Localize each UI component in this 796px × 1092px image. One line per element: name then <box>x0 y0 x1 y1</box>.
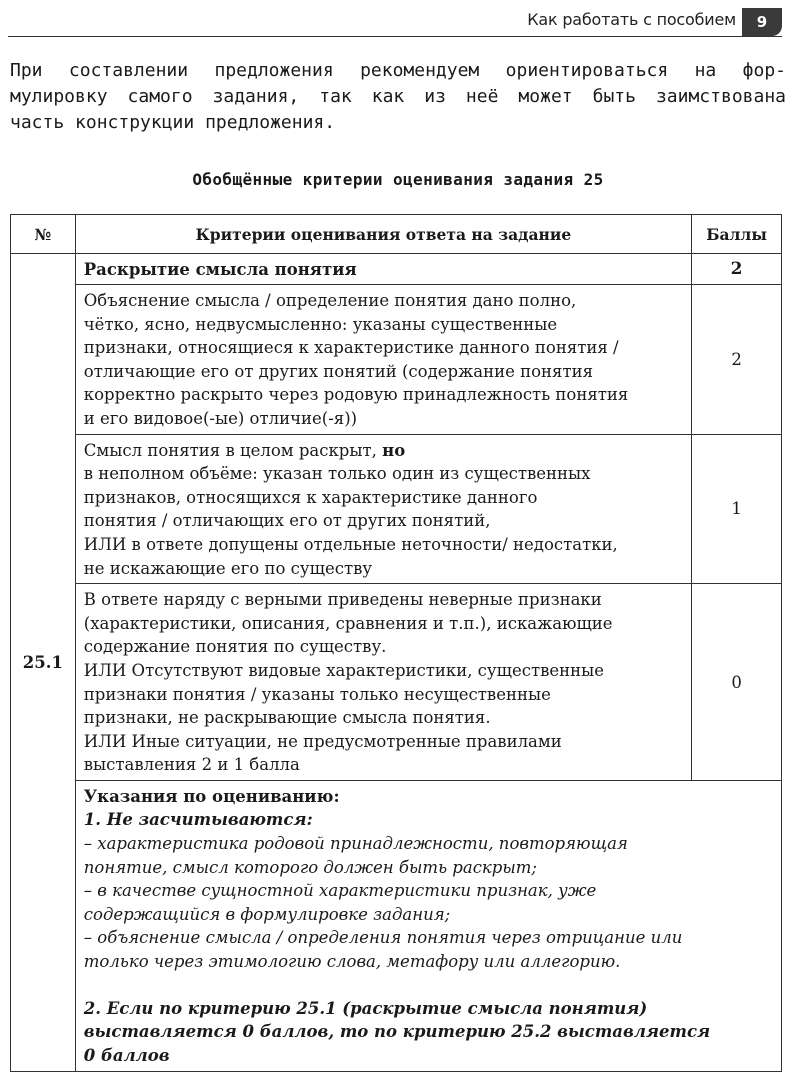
criterion-line: ИЛИ Отсутствуют видовые характеристики, существенные <box>83 660 605 680</box>
notes-spacer <box>84 974 773 997</box>
intro-line: При составлении предложения рекомендуем ориентироваться на фор- <box>10 60 786 81</box>
notes-line: 0 баллов <box>83 1045 170 1065</box>
criterion-line-start: Смысл понятия в целом раскрыт, <box>83 440 383 460</box>
criterion-line: признаков, относящихся к характеристике данного <box>83 487 538 507</box>
notes-heading: Указания по оцениванию: <box>83 786 340 806</box>
header-score: Баллы <box>692 215 782 254</box>
criterion-line: ИЛИ Иные ситуации, не предусмотренные правилами <box>83 731 562 751</box>
section-title: Раскрытие смысла понятия <box>75 254 691 285</box>
criterion-line: признаки, относящиеся к характеристике данного понятия / <box>83 338 619 358</box>
page-number-badge: 9 <box>742 8 782 36</box>
criterion-score: 2 <box>692 285 782 435</box>
intro-line: часть конструкции предложения. <box>10 112 336 133</box>
section-number: 25.1 <box>11 254 76 1072</box>
criterion-line: выставления 2 и 1 балла <box>83 755 300 775</box>
table-header-row <box>11 215 782 254</box>
intro-paragraph <box>10 58 786 136</box>
criterion-line: отличающие его от других понятий (содержание понятия <box>83 361 593 381</box>
criterion-line: (характеристики, описания, сравнения и т.п.), искажающие <box>83 613 613 633</box>
criterion-line: признаки, не раскрывающие смысла понятия. <box>83 708 491 728</box>
running-header-title: Как работать с пособием <box>527 10 736 29</box>
criterion-cell <box>75 584 691 781</box>
criterion-score: 1 <box>692 434 782 584</box>
criterion-line: В ответе наряду с верными приведены неверные признаки <box>83 590 602 610</box>
criterion-line: не искажающие его по существу <box>83 558 373 578</box>
intro-line: мулировку самого задания, так как из неё может быть заимствована <box>10 86 786 107</box>
criterion-line: Объяснение смысла / определение понятия дано полно, <box>83 291 577 310</box>
criterion-line: ИЛИ в ответе допущены отдельные неточности/ недостатки, <box>83 534 618 554</box>
notes-line: понятие, смысл которого должен быть раскрыт; <box>83 857 537 877</box>
criterion-emphasis: но <box>382 440 406 460</box>
notes-cell <box>75 780 781 1072</box>
notes-line: выставляется 0 баллов, то по критерию 25.2 выставляется <box>83 1022 711 1042</box>
notes-line: – в качестве сущностной характеристики признак, уже <box>83 881 597 901</box>
table-row <box>11 434 782 584</box>
criterion-cell <box>75 285 691 435</box>
criterion-line: и его видовое(-ые) отличие(-я)) <box>83 408 358 428</box>
criterion-line: понятия / отличающих его от других понятий, <box>83 511 491 531</box>
criteria-table <box>10 214 782 1072</box>
criterion-line: содержание понятия по существу. <box>83 637 387 657</box>
criterion-line: в неполном объёме: указан только один из существенных <box>83 464 591 484</box>
notes-line: содержащийся в формулировке задания; <box>83 904 451 924</box>
header-num: № <box>11 215 76 254</box>
notes-item1-heading: 1. Не засчитываются: <box>83 810 313 830</box>
running-header <box>0 0 796 40</box>
section-max-score: 2 <box>692 254 782 285</box>
criterion-score: 0 <box>692 584 782 781</box>
notes-row <box>11 780 782 1072</box>
notes-line: 2. Если по критерию 25.1 (раскрытие смысла понятия) <box>83 998 648 1018</box>
notes-line: – характеристика родовой принадлежности, повторяющая <box>83 834 628 854</box>
criterion-cell <box>75 434 691 584</box>
header-criteria: Критерии оценивания ответа на задание <box>75 215 691 254</box>
table-row <box>11 584 782 781</box>
criterion-line: признаки понятия / указаны только несущественные <box>83 684 551 704</box>
criterion-line: чётко, ясно, недвусмысленно: указаны существенные <box>83 314 558 334</box>
table-row <box>11 285 782 435</box>
section-row <box>11 254 782 285</box>
notes-line: только через этимологию слова, метафору или аллегорию. <box>83 952 621 972</box>
header-rule <box>8 36 782 37</box>
criterion-line: корректно раскрыто через родовую принадлежность понятия <box>83 385 629 405</box>
table-title: Обобщённые критерии оценивания задания 25 <box>192 170 604 189</box>
notes-line: – объяснение смысла / определения понятия через отрицание или <box>83 928 683 948</box>
criterion-line <box>84 439 683 463</box>
